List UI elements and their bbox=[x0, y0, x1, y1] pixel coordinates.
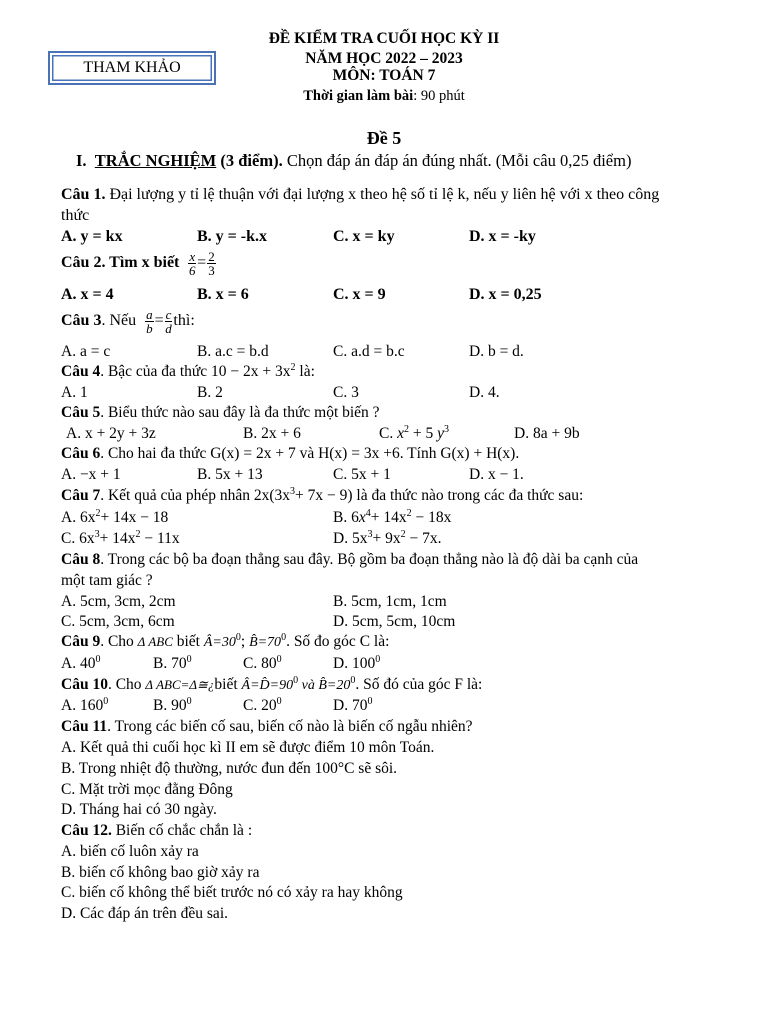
q3-option-c: C. a.d = b.c bbox=[333, 343, 405, 360]
q11-text: Câu 11. Trong các biến cố sau, biến cố nào là biến cố ngẫu nhiên? bbox=[61, 718, 473, 735]
q2-fraction-left: $\frac{x}{6}$ bbox=[189, 248, 196, 278]
q1-option-a: A. y = kx bbox=[61, 228, 123, 245]
q2-option-c: C. x = 9 bbox=[333, 286, 386, 303]
q9-option-a: A. $40^0$ bbox=[61, 653, 101, 672]
q4-option-a: A. 1 bbox=[61, 384, 88, 401]
q3-option-b: B. a.c = b.d bbox=[197, 343, 269, 360]
q8-text-cont: một tam giác ? bbox=[61, 572, 153, 589]
exam-title: ĐỀ KIỂM TRA CUỐI HỌC KỲ II bbox=[268, 30, 500, 47]
q12-text: Câu 12. Biến cố chắc chắn là : bbox=[61, 822, 253, 839]
q3-option-a: A. a = c bbox=[61, 343, 111, 360]
subject: MÔN: TOÁN 7 bbox=[332, 67, 436, 84]
q11-option-b: B. Trong nhiệt độ thường, nước đun đến 100°C sẽ sôi. bbox=[61, 760, 398, 777]
q8-option-b: B. 5cm, 1cm, 1cm bbox=[333, 593, 447, 610]
q4-option-b: B. 2 bbox=[197, 384, 223, 401]
time-allowed: Thời gian làm bài: 90 phút bbox=[303, 88, 465, 104]
q12-option-c: C. biến cố không thể biết trước nó có xảy ra hay không bbox=[61, 884, 403, 901]
q6-option-b: B. 5x + 13 bbox=[197, 466, 263, 483]
q3-text: Câu 3. Nếu $\frac{a}{b}$ = $\frac{c}{d}$ thì: bbox=[61, 306, 195, 336]
q1-text: Câu 1. Đại lượng y tỉ lệ thuận với đại lượng x theo hệ số tỉ lệ k, nếu y liên hệ với x theo công bbox=[61, 186, 660, 203]
q8-text: Câu 8. Trong các bộ ba đoạn thẳng sau đây. Bộ gồm ba đoạn thẳng nào là độ dài ba cạnh của bbox=[61, 551, 639, 568]
q11-option-c: C. Mặt trời mọc đằng Đông bbox=[61, 781, 233, 798]
q5-text: Câu 5. Biểu thức nào sau đây là đa thức một biến ? bbox=[61, 404, 380, 421]
q6-text: Câu 6. Cho hai đa thức G(x) = 2x + 7 và H(x) = 3x +6. Tính G(x) + H(x). bbox=[61, 445, 520, 462]
q7-option-c: C. $6x^3+ 14x^2 - 11x$ bbox=[61, 528, 180, 547]
q10-option-d: D. $70^0$ bbox=[333, 695, 373, 714]
q2-fraction-right: $\frac{2}{3}$ bbox=[208, 248, 215, 278]
q12-option-d: D. Các đáp án trên đều sai. bbox=[61, 905, 228, 922]
q12-option-b: B. biến cố không bao giờ xảy ra bbox=[61, 864, 260, 881]
q7-text: Câu 7. Kết quả của phép nhân $2x(3x^3+ 7x - 9)$ là đa thức nào trong các đa thức sau: bbox=[61, 485, 584, 504]
q3-fraction-right: $\frac{c}{d}$ bbox=[165, 306, 172, 336]
q10-option-a: A. $160^0$ bbox=[61, 695, 109, 714]
q9-option-b: B. $70^0$ bbox=[153, 653, 192, 672]
q1-text-cont: thức bbox=[61, 207, 90, 224]
q12-option-a: A. biến cố luôn xảy ra bbox=[61, 843, 199, 860]
q7-option-b: B. $6x^4+ 14x^2 - 18x$ bbox=[333, 507, 452, 526]
q9-option-d: D. $100^0$ bbox=[333, 653, 381, 672]
q8-option-a: A. 5cm, 3cm, 2cm bbox=[61, 593, 176, 610]
q3-fraction-left: $\frac{a}{b}$ bbox=[146, 306, 153, 336]
school-year: NĂM HỌC 2022 – 2023 bbox=[305, 50, 463, 67]
q11-option-d: D. Tháng hai có 30 ngày. bbox=[61, 801, 217, 818]
q10-option-b: B. $90^0$ bbox=[153, 695, 192, 714]
q3-option-d: D. b = d. bbox=[469, 343, 524, 360]
q5-option-b: B. 2x + 6 bbox=[243, 425, 301, 442]
q10-text: Câu 10. Cho Δ ABC=Δ≅¿biết $Â=D̂=90^0$ và $B̂=20^0$. Số đó của góc F là: bbox=[61, 674, 483, 693]
q6-option-c: C. 5x + 1 bbox=[333, 466, 391, 483]
q2-text: Câu 2. Tìm x biết $\frac{x}{6}$ = $\frac{2}{3}$ bbox=[61, 248, 215, 278]
q1-option-c: C. x = ky bbox=[333, 228, 395, 245]
q5-option-d: D. 8a + 9b bbox=[514, 425, 580, 442]
section-heading: I. TRẮC NGHIỆM (3 điểm). Chọn đáp án đáp án đúng nhất. (Mỗi câu 0,25 điểm) bbox=[76, 151, 632, 170]
q9-option-c: C. $80^0$ bbox=[243, 653, 282, 672]
q6-option-a: A. −x + 1 bbox=[61, 466, 121, 483]
q2-option-b: B. x = 6 bbox=[197, 286, 249, 303]
q8-option-d: D. 5cm, 5cm, 10cm bbox=[333, 613, 456, 630]
q11-option-a: A. Kết quả thi cuối học kì II em sẽ được điểm 10 môn Toán. bbox=[61, 739, 435, 756]
reference-badge: THAM KHẢO bbox=[48, 51, 216, 85]
q5-option-c: C. $x^2 + 5$ $y^3$ bbox=[379, 423, 449, 442]
q5-option-a: A. x + 2y + 3z bbox=[66, 425, 156, 442]
q2-option-d: D. x = 0,25 bbox=[469, 286, 542, 303]
q2-option-a: A. x = 4 bbox=[61, 286, 114, 303]
q8-option-c: C. 5cm, 3cm, 6cm bbox=[61, 613, 175, 630]
q1-option-d: D. x = -ky bbox=[469, 228, 536, 245]
q10-option-c: C. $20^0$ bbox=[243, 695, 282, 714]
q7-option-a: A. $6x^2+ 14x - 18$ bbox=[61, 507, 169, 526]
exam-number: Đề 5 bbox=[366, 128, 402, 148]
q4-option-d: D. 4. bbox=[469, 384, 500, 401]
q6-option-d: D. x − 1. bbox=[469, 466, 524, 483]
q4-text: Câu 4. Bậc của đa thức $10 - 2x + 3x^2$ là: bbox=[61, 361, 315, 380]
q1-option-b: B. y = -k.x bbox=[197, 228, 268, 245]
q4-option-c: C. 3 bbox=[333, 384, 359, 401]
q9-text: Câu 9. Cho Δ ABC biết $Â=30^0$; $B̂=70^0$. Số đo góc C là: bbox=[61, 631, 390, 650]
q7-option-d: D. $5x^3+ 9x^2 - 7x$. bbox=[333, 528, 442, 547]
